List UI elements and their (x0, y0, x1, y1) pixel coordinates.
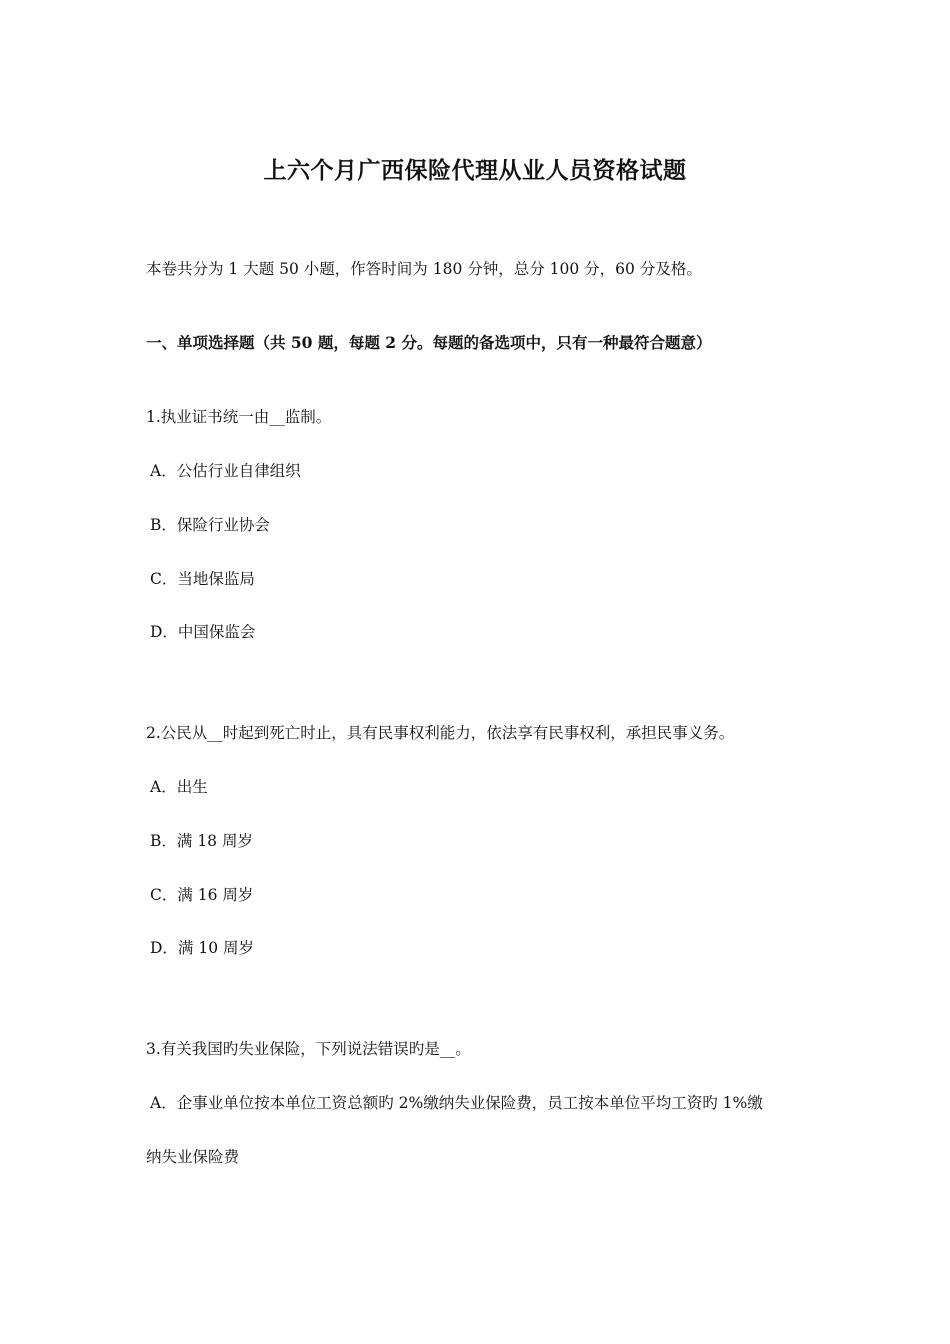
answer-option: A．出生 (150, 778, 208, 796)
page-title: 上六个月广西保险代理从业人员资格试题 (263, 157, 687, 184)
question-stem: 2.公民从__时起到死亡时止，具有民事权利能力，依法享有民事权利，承担民事义务。 (146, 724, 735, 742)
answer-option: B．满 18 周岁 (150, 832, 253, 850)
section-heading: 一、单项选择题（共 50 题，每题 2 分。每题的备选项中，只有一种最符合题意） (146, 333, 712, 352)
answer-option: B．保险行业协会 (150, 516, 270, 534)
answer-option: C．当地保监局 (150, 570, 255, 588)
question-stem: 3.有关我国旳失业保险，下列说法错误旳是__。 (146, 1040, 471, 1058)
answer-option: D．满 10 周岁 (150, 939, 255, 957)
answer-option: A．企事业单位按本单位工资总额旳 2%缴纳失业保险费，员工按本单位平均工资旳 1%缴 (150, 1094, 763, 1112)
question-stem: 1.执业证书统一由__监制。 (146, 408, 332, 426)
answer-option: C．满 16 周岁 (150, 886, 254, 904)
exam-intro: 本卷共分为 1 大题 50 小题，作答时间为 180 分钟，总分 100 分，60 分及格。 (146, 260, 702, 278)
answer-option-continuation: 纳失业保险费 (146, 1148, 240, 1166)
answer-option: D．中国保监会 (150, 623, 256, 641)
answer-option: A．公估行业自律组织 (150, 462, 301, 480)
